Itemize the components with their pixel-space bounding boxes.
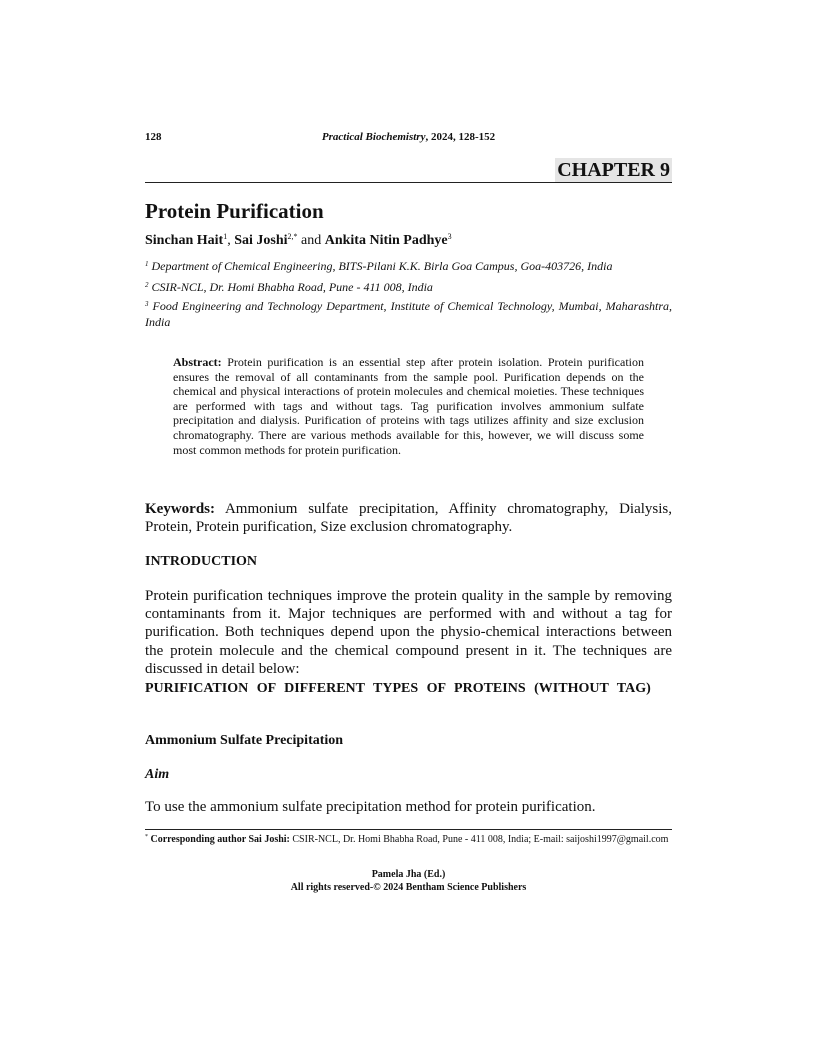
introduction-paragraph: Protein purification techniques improve the protein quality in the sample by removing contaminants from it. Major techniques are performed with and without a tag for purification. Both techniques depend upon the physio-chemical interactions between the protein molecule and the chemical compound present in it. The techniques are discussed in detail below:: [145, 588, 672, 677]
journal-citation: [145, 131, 672, 143]
aim-heading: Aim: [145, 767, 170, 782]
affiliation-text: Food Engineering and Technology Department, Institute of Chemical Technology, Mumbai, Maharashtra, India: [145, 299, 672, 329]
affiliation-text: Department of Chemical Engineering, BITS-Pilani K.K. Birla Goa Campus, Goa-403726, India: [151, 259, 613, 273]
affiliation-mark: 2: [145, 281, 149, 289]
chapter-title: Protein Purification: [145, 199, 324, 223]
journal-year-pages: , 2024, 128-152: [425, 131, 496, 143]
author-affiliation-mark: 2,*: [287, 232, 298, 241]
affiliation-text: CSIR-NCL, Dr. Homi Bhabha Road, Pune - 411 008, India: [151, 280, 433, 294]
page-number: 128: [145, 131, 162, 143]
author-list: [145, 232, 452, 250]
author-separator: ,: [227, 233, 235, 248]
footnote-text: CSIR-NCL, Dr. Homi Bhabha Road, Pune - 411 008, India; E-mail: saijoshi1997@gmail.com: [292, 834, 669, 845]
affiliation-mark: 1: [145, 260, 149, 268]
author-name: Sai Joshi: [234, 233, 288, 248]
author-affiliation-mark: 1: [223, 232, 228, 241]
header-rule: [145, 182, 672, 183]
keywords-text: Ammonium sulfate precipitation, Affinity chromatography, Dialysis, Protein, Protein purification, Size exclusion chromatography.: [145, 501, 672, 535]
abstract-label: Abstract:: [173, 355, 222, 369]
affiliation: [145, 258, 672, 274]
keywords-label: Keywords:: [145, 501, 215, 517]
affiliation: [145, 298, 672, 330]
journal-name: Practical Biochemistry: [321, 131, 426, 143]
abstract-text: Protein purification is an essential step after protein isolation. Protein purification ensures the removal of all contaminants from the sample pool. Purification depends on the chemical and physical interactions of protein molecules and chemical moieties. These techniques are performed with tags and without tags. Tag purification involves ammonium sulfate precipitation and dialysis. Purification of proteins with tags utilizes affinity and size exclusion chromatography. There are various methods available for this, however, we will discuss some most common methods for protein purification.: [173, 355, 644, 457]
footnote-rule: [145, 829, 672, 830]
abstract: [173, 355, 644, 457]
affiliation: [145, 279, 672, 295]
keywords: [145, 500, 672, 536]
author-affiliation-mark: 3: [447, 232, 452, 241]
author-separator: and: [297, 233, 325, 248]
editor-line: Pamela Jha (Ed.): [371, 869, 446, 880]
author-name: Ankita Nitin Padhye: [324, 233, 448, 248]
publisher-block: [145, 869, 672, 894]
aim-paragraph: To use the ammonium sulfate precipitation method for protein purification.: [145, 799, 596, 815]
footnote-label: Corresponding author Sai Joshi:: [150, 834, 290, 845]
footnote-mark: *: [145, 834, 148, 840]
section-heading-introduction: INTRODUCTION: [145, 554, 258, 569]
affiliation-mark: 3: [145, 300, 149, 308]
chapter-label: CHAPTER 9: [557, 159, 670, 181]
section-heading-purification: PURIFICATION OF DIFFERENT TYPES OF PROTEINS (WITHOUT TAG): [145, 681, 651, 696]
subsection-heading: Ammonium Sulfate Precipitation: [145, 733, 344, 748]
footnote: [145, 833, 672, 846]
rights-line: All rights reserved-© 2024 Bentham Science Publishers: [290, 881, 527, 893]
author-name: Sinchan Hait: [145, 233, 224, 248]
